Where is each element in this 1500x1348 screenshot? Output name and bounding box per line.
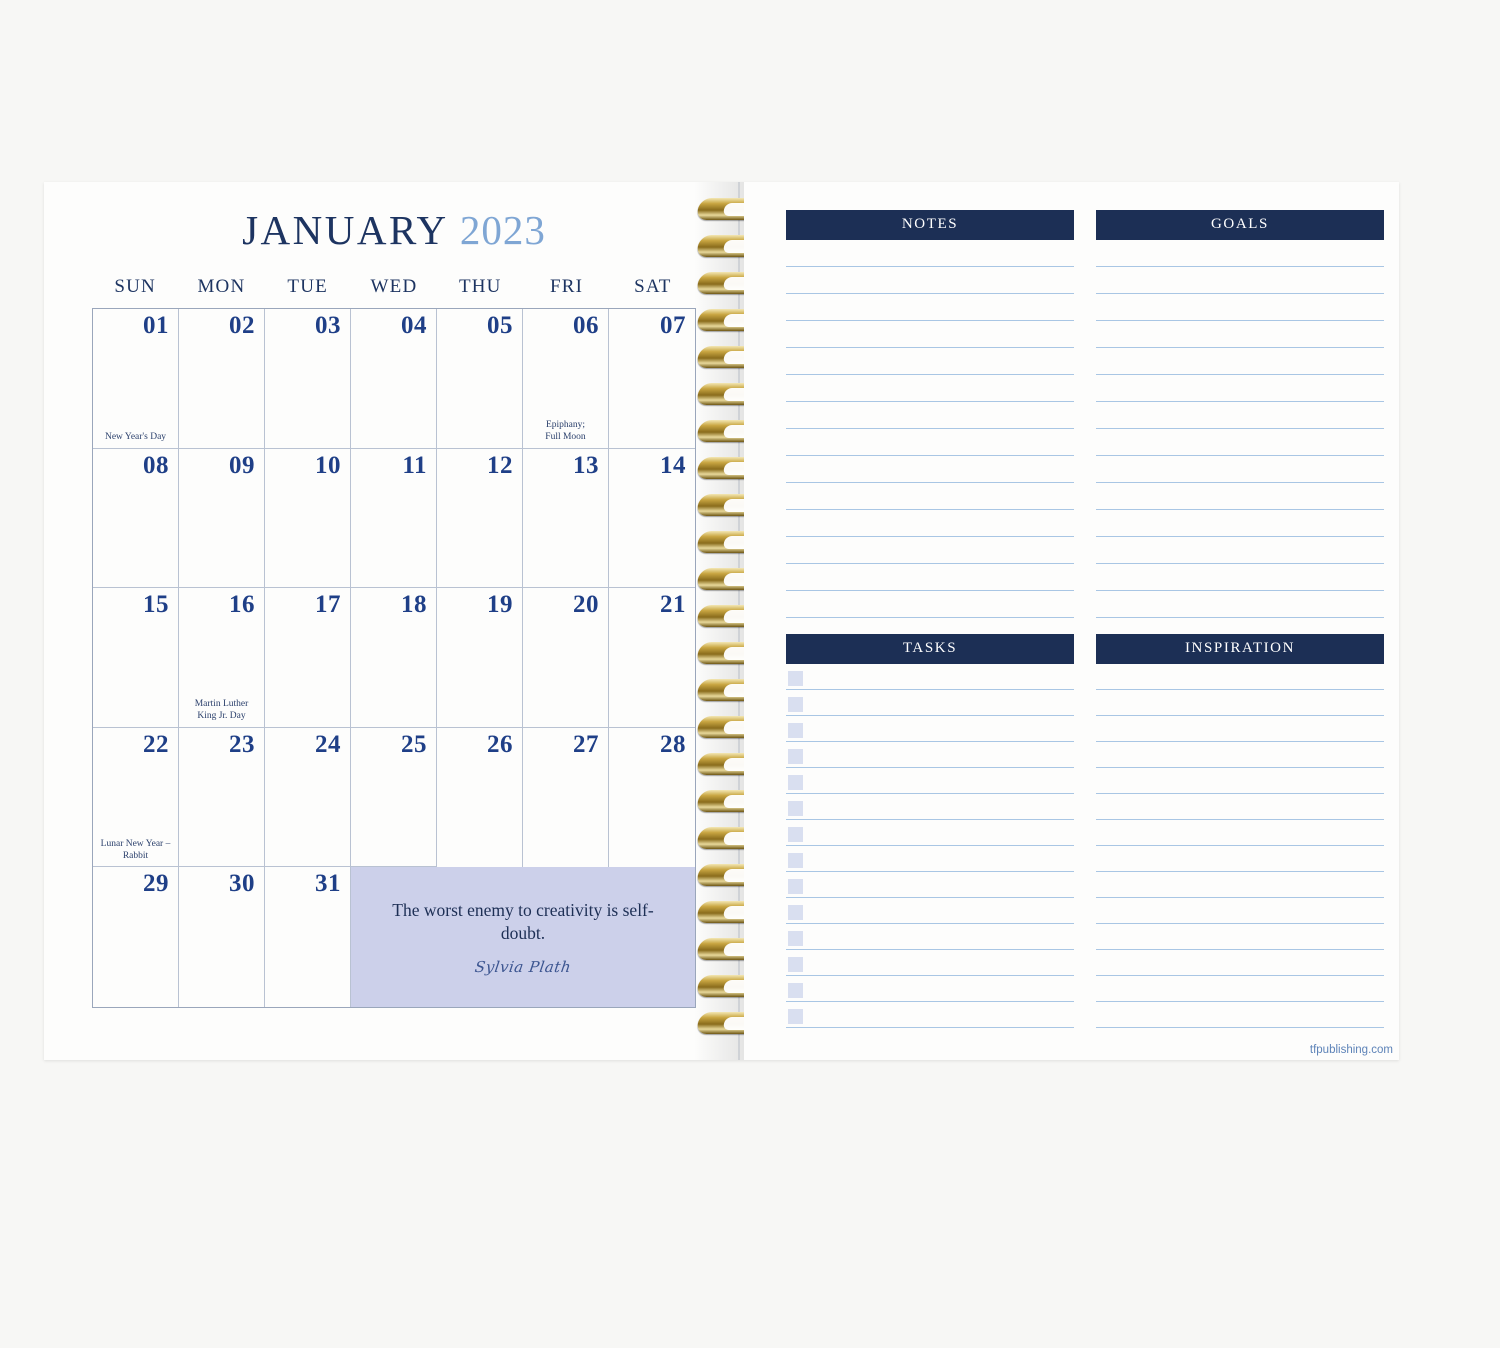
day-number: 08 bbox=[143, 451, 169, 479]
inspiration-panel-title: INSPIRATION bbox=[1096, 634, 1384, 664]
calendar-day-cell[interactable] bbox=[93, 449, 179, 589]
month-label: JANUARY bbox=[242, 207, 448, 253]
ruled-line[interactable] bbox=[1096, 820, 1384, 846]
ruled-line[interactable] bbox=[1096, 591, 1384, 618]
day-number: 25 bbox=[401, 730, 427, 758]
calendar-day-cell[interactable] bbox=[265, 728, 351, 868]
tasks-panel-title: TASKS bbox=[786, 634, 1074, 664]
day-number: 30 bbox=[229, 870, 255, 898]
task-row[interactable] bbox=[786, 664, 1074, 690]
day-number: 13 bbox=[573, 451, 599, 479]
ruled-line[interactable] bbox=[1096, 564, 1384, 591]
ruled-line[interactable] bbox=[786, 591, 1074, 618]
day-number: 18 bbox=[401, 591, 427, 619]
day-number: 20 bbox=[573, 591, 599, 619]
ruled-line[interactable] bbox=[786, 294, 1074, 321]
left-page-monthly-calendar bbox=[44, 182, 744, 1060]
notes-panel bbox=[786, 210, 1074, 618]
day-number: 12 bbox=[487, 451, 513, 479]
task-checkbox[interactable] bbox=[788, 957, 803, 972]
ruled-line[interactable] bbox=[1096, 240, 1384, 267]
calendar-day-cell[interactable] bbox=[93, 728, 179, 868]
day-number: 22 bbox=[143, 730, 169, 758]
task-checkbox[interactable] bbox=[788, 723, 803, 738]
calendar-day-cell[interactable] bbox=[179, 867, 265, 1007]
weekday-tue: TUE bbox=[287, 276, 328, 297]
task-row[interactable] bbox=[786, 820, 1074, 846]
task-checkbox[interactable] bbox=[788, 775, 803, 790]
ruled-line[interactable] bbox=[1096, 483, 1384, 510]
ruled-line[interactable] bbox=[1096, 742, 1384, 768]
calendar-day-cell[interactable] bbox=[351, 588, 437, 728]
ruled-line[interactable] bbox=[1096, 794, 1384, 820]
day-number: 06 bbox=[573, 312, 599, 339]
calendar-day-cell[interactable] bbox=[437, 449, 523, 589]
calendar-day-cell[interactable] bbox=[265, 588, 351, 728]
task-row[interactable] bbox=[786, 794, 1074, 820]
day-number: 14 bbox=[660, 451, 686, 479]
day-number: 28 bbox=[660, 730, 686, 758]
task-checkbox[interactable] bbox=[788, 931, 803, 946]
ruled-line[interactable] bbox=[786, 321, 1074, 348]
notes-lines[interactable] bbox=[786, 240, 1074, 618]
ruled-line[interactable] bbox=[786, 429, 1074, 456]
ruled-line[interactable] bbox=[1096, 402, 1384, 429]
ruled-line[interactable] bbox=[1096, 664, 1384, 690]
calendar-day-cell[interactable] bbox=[437, 728, 523, 868]
day-number: 17 bbox=[315, 591, 341, 619]
calendar-day-cell[interactable] bbox=[523, 449, 609, 589]
task-row[interactable] bbox=[786, 768, 1074, 794]
weekday-fri: FRI bbox=[549, 276, 584, 297]
ruled-line[interactable] bbox=[786, 483, 1074, 510]
day-holiday-note: New Year's Day bbox=[104, 431, 167, 442]
task-row[interactable] bbox=[786, 872, 1074, 898]
year-label: 2023 bbox=[459, 207, 546, 253]
day-number: 24 bbox=[315, 730, 341, 758]
day-number: 16 bbox=[229, 591, 255, 619]
task-checkbox[interactable] bbox=[788, 827, 803, 842]
notes-panel-title: NOTES bbox=[786, 210, 1074, 240]
ruled-line[interactable] bbox=[786, 240, 1074, 267]
calendar-day-cell[interactable] bbox=[265, 309, 351, 449]
day-number: 07 bbox=[660, 312, 686, 339]
ruled-line[interactable] bbox=[1096, 1002, 1384, 1028]
day-number: 03 bbox=[315, 312, 341, 339]
weekday-header-row bbox=[92, 276, 696, 298]
calendar-day-cell[interactable] bbox=[265, 867, 351, 1007]
day-number: 23 bbox=[229, 730, 255, 758]
ruled-line[interactable] bbox=[1096, 510, 1384, 537]
calendar-day-cell[interactable] bbox=[179, 449, 265, 589]
task-row[interactable] bbox=[786, 924, 1074, 950]
task-checkbox[interactable] bbox=[788, 853, 803, 868]
ruled-line[interactable] bbox=[786, 348, 1074, 375]
ruled-line[interactable] bbox=[1096, 267, 1384, 294]
task-checkbox[interactable] bbox=[788, 1009, 803, 1024]
ruled-line[interactable] bbox=[786, 564, 1074, 591]
calendar-day-cell[interactable] bbox=[351, 449, 437, 589]
day-number: 26 bbox=[487, 730, 513, 758]
ruled-line[interactable] bbox=[1096, 872, 1384, 898]
calendar-day-cell[interactable] bbox=[523, 309, 609, 449]
day-number: 15 bbox=[143, 591, 169, 619]
calendar-day-cell[interactable] bbox=[265, 449, 351, 589]
ruled-line[interactable] bbox=[1096, 348, 1384, 375]
ruled-line[interactable] bbox=[1096, 898, 1384, 924]
day-number: 10 bbox=[315, 451, 341, 479]
day-number: 05 bbox=[487, 312, 513, 339]
task-checkbox[interactable] bbox=[788, 905, 803, 920]
ruled-line[interactable] bbox=[786, 537, 1074, 564]
task-row[interactable] bbox=[786, 846, 1074, 872]
planner-book bbox=[44, 182, 1399, 1060]
quote-author: Sylvia Plath bbox=[473, 957, 573, 976]
publisher-credit: tfpublishing.com bbox=[1309, 1044, 1393, 1056]
ruled-line[interactable] bbox=[1096, 716, 1384, 742]
ruled-line[interactable] bbox=[1096, 537, 1384, 564]
ruled-line[interactable] bbox=[1096, 690, 1384, 716]
day-holiday-note: Epiphany; Full Moon bbox=[545, 419, 586, 442]
ruled-line[interactable] bbox=[1096, 846, 1384, 872]
day-holiday-note: Martin Luther King Jr. Day bbox=[194, 699, 249, 721]
inspiration-panel bbox=[1096, 634, 1384, 1028]
task-checkbox[interactable] bbox=[788, 671, 803, 686]
inspiration-lines[interactable] bbox=[1096, 664, 1384, 1028]
day-number: 11 bbox=[402, 451, 427, 479]
goals-panel-title: GOALS bbox=[1096, 210, 1384, 240]
page-title bbox=[44, 206, 744, 254]
task-row[interactable] bbox=[786, 976, 1074, 1002]
ruled-line[interactable] bbox=[1096, 321, 1384, 348]
calendar-day-cell[interactable] bbox=[179, 309, 265, 449]
task-checkbox[interactable] bbox=[788, 879, 803, 894]
ruled-line[interactable] bbox=[1096, 429, 1384, 456]
day-number: 29 bbox=[143, 870, 169, 898]
ruled-line[interactable] bbox=[786, 267, 1074, 294]
ruled-line[interactable] bbox=[1096, 294, 1384, 321]
ruled-line[interactable] bbox=[786, 402, 1074, 429]
day-number: 01 bbox=[143, 312, 169, 339]
ruled-line[interactable] bbox=[786, 375, 1074, 402]
task-checkbox[interactable] bbox=[788, 697, 803, 712]
ruled-line[interactable] bbox=[786, 456, 1074, 483]
weekday-sat: SAT bbox=[634, 276, 672, 297]
task-row[interactable] bbox=[786, 690, 1074, 716]
task-checkbox[interactable] bbox=[788, 749, 803, 764]
calendar-day-cell[interactable] bbox=[351, 309, 437, 449]
ruled-line[interactable] bbox=[1096, 950, 1384, 976]
ruled-line[interactable] bbox=[1096, 375, 1384, 402]
ruled-line[interactable] bbox=[1096, 768, 1384, 794]
calendar-day-cell[interactable] bbox=[609, 728, 695, 868]
weekday-sun: SUN bbox=[114, 276, 156, 297]
task-row[interactable] bbox=[786, 742, 1074, 768]
right-page-notes bbox=[744, 182, 1399, 1060]
calendar-day-cell[interactable] bbox=[437, 309, 523, 449]
quote-text: The worst enemy to creativity is self-doubt. bbox=[392, 899, 654, 944]
calendar-day-cell[interactable] bbox=[523, 728, 609, 868]
calendar-day-cell[interactable] bbox=[93, 867, 179, 1007]
day-number: 09 bbox=[229, 451, 255, 479]
day-number: 04 bbox=[401, 312, 427, 339]
tasks-panel bbox=[786, 634, 1074, 1028]
weekday-thu: THU bbox=[458, 276, 502, 297]
goals-lines[interactable] bbox=[1096, 240, 1384, 618]
task-checkbox[interactable] bbox=[788, 801, 803, 816]
calendar-day-cell[interactable] bbox=[93, 588, 179, 728]
task-row[interactable] bbox=[786, 1002, 1074, 1028]
tasks-lines[interactable] bbox=[786, 664, 1074, 1028]
calendar-day-cell[interactable] bbox=[179, 588, 265, 728]
calendar-day-cell[interactable] bbox=[179, 728, 265, 868]
calendar-grid bbox=[92, 308, 696, 1008]
ruled-line[interactable] bbox=[1096, 924, 1384, 950]
calendar-day-cell[interactable] bbox=[93, 309, 179, 449]
calendar-day-cell[interactable] bbox=[437, 588, 523, 728]
day-number: 02 bbox=[229, 312, 255, 339]
task-row[interactable] bbox=[786, 716, 1074, 742]
ruled-line[interactable] bbox=[1096, 976, 1384, 1002]
weekday-wed: WED bbox=[370, 276, 418, 297]
quote-cell bbox=[351, 867, 695, 1007]
calendar-day-cell[interactable] bbox=[523, 588, 609, 728]
day-holiday-note: Lunar New Year – Rabbit bbox=[100, 838, 171, 861]
task-checkbox[interactable] bbox=[788, 983, 803, 998]
ruled-line[interactable] bbox=[1096, 456, 1384, 483]
calendar-day-cell[interactable] bbox=[609, 588, 695, 728]
day-number: 21 bbox=[660, 591, 686, 619]
calendar-day-cell[interactable] bbox=[609, 309, 695, 449]
task-row[interactable] bbox=[786, 950, 1074, 976]
day-number: 27 bbox=[573, 730, 599, 758]
weekday-mon: MON bbox=[197, 276, 246, 297]
calendar-day-cell[interactable] bbox=[351, 728, 437, 868]
calendar-day-cell[interactable] bbox=[609, 449, 695, 589]
task-row[interactable] bbox=[786, 898, 1074, 924]
goals-panel bbox=[1096, 210, 1384, 618]
day-number: 31 bbox=[315, 870, 341, 898]
ruled-line[interactable] bbox=[786, 510, 1074, 537]
day-number: 19 bbox=[487, 591, 513, 619]
